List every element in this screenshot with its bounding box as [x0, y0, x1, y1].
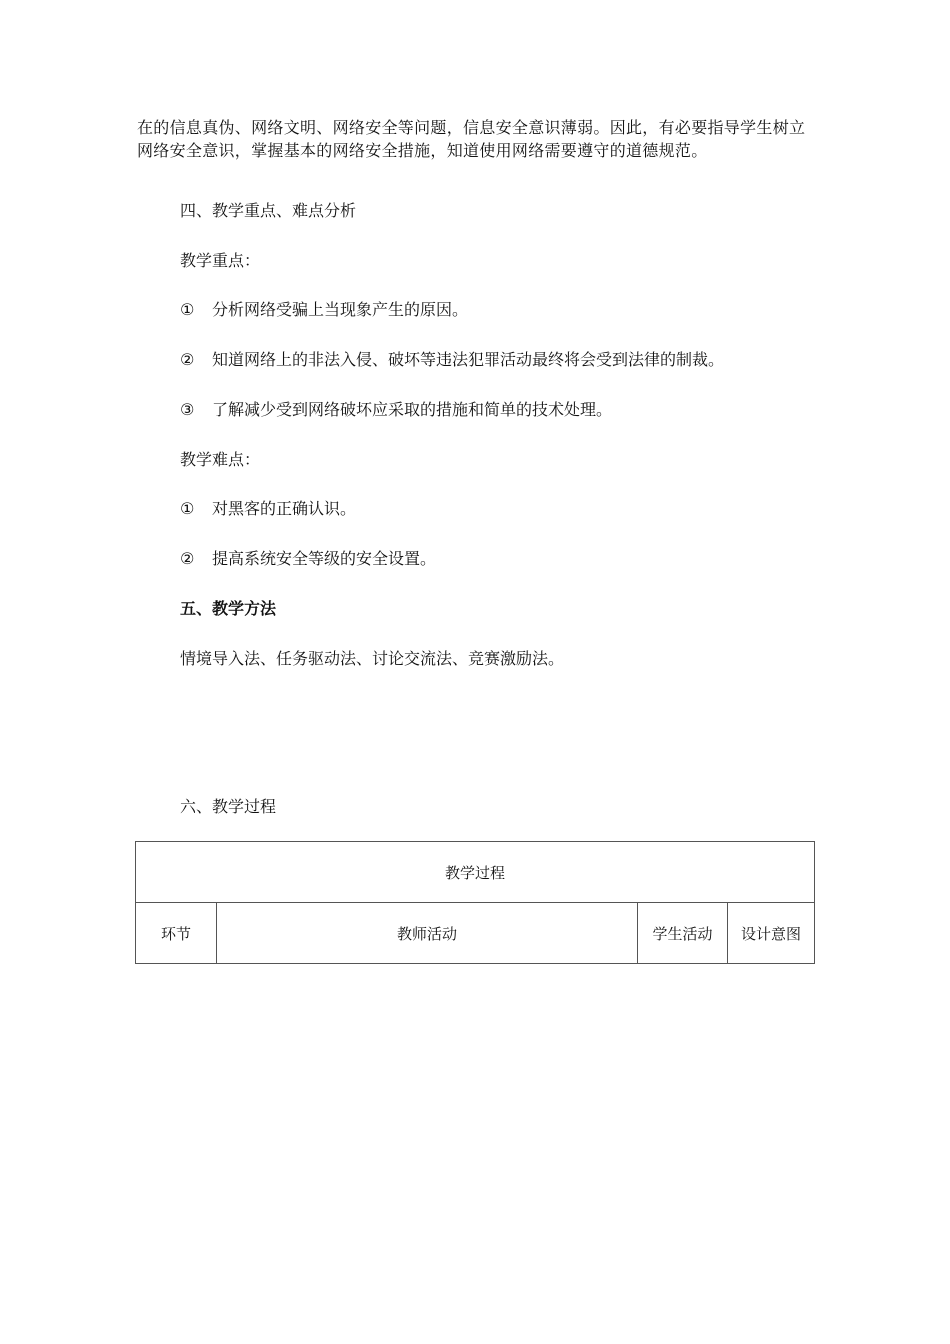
teaching-methods-text: 情境导入法、任务驱动法、讨论交流法、竞赛激励法。: [180, 649, 565, 668]
difficulty-number: ①: [180, 499, 195, 518]
table-title: 教学过程: [136, 842, 815, 903]
header-cell-teacher-activity: 教师活动: [217, 903, 638, 964]
difficulty-number: ②: [180, 549, 195, 568]
key-point-number: ①: [180, 300, 195, 319]
key-point-number: ②: [180, 350, 195, 369]
key-point-number: ③: [180, 400, 195, 419]
difficulty-item: [180, 498, 356, 520]
table-title-row: [136, 842, 815, 903]
header-cell-stage: 环节: [136, 903, 217, 964]
table-header-row: [136, 903, 815, 964]
teaching-process-table: [135, 841, 815, 964]
key-point-text: 了解减少受到网络破坏应采取的措施和简单的技术处理。: [212, 400, 613, 419]
difficulties-label: 教学难点：: [180, 450, 261, 469]
key-point-item: [180, 299, 468, 321]
key-point-text: 分析网络受骗上当现象产生的原因。: [212, 300, 469, 319]
difficulty-text: 对黑客的正确认识。: [212, 499, 357, 518]
key-point-item: [180, 349, 724, 371]
difficulty-item: [180, 548, 436, 570]
header-cell-design-intent: 设计意图: [728, 903, 815, 964]
section6-heading: 六、教学过程: [180, 797, 277, 816]
section4-heading: 四、教学重点、难点分析: [180, 201, 357, 220]
key-points-label: 教学重点：: [180, 251, 261, 270]
key-point-text: 知道网络上的非法入侵、破坏等违法犯罪活动最终将会受到法律的制裁。: [212, 350, 725, 369]
intro-paragraph: 在的信息真伪、网络文明、网络安全等问题，信息安全意识薄弱。因此，有必要指导学生树立网络安全意识，掌握基本的网络安全措施，知道使用网络需要遵守的道德规范。: [137, 118, 806, 160]
header-cell-student-activity: 学生活动: [638, 903, 728, 964]
key-point-item: [180, 399, 612, 421]
section5-heading: 五、教学方法: [180, 599, 277, 618]
difficulty-text: 提高系统安全等级的安全设置。: [212, 549, 437, 568]
